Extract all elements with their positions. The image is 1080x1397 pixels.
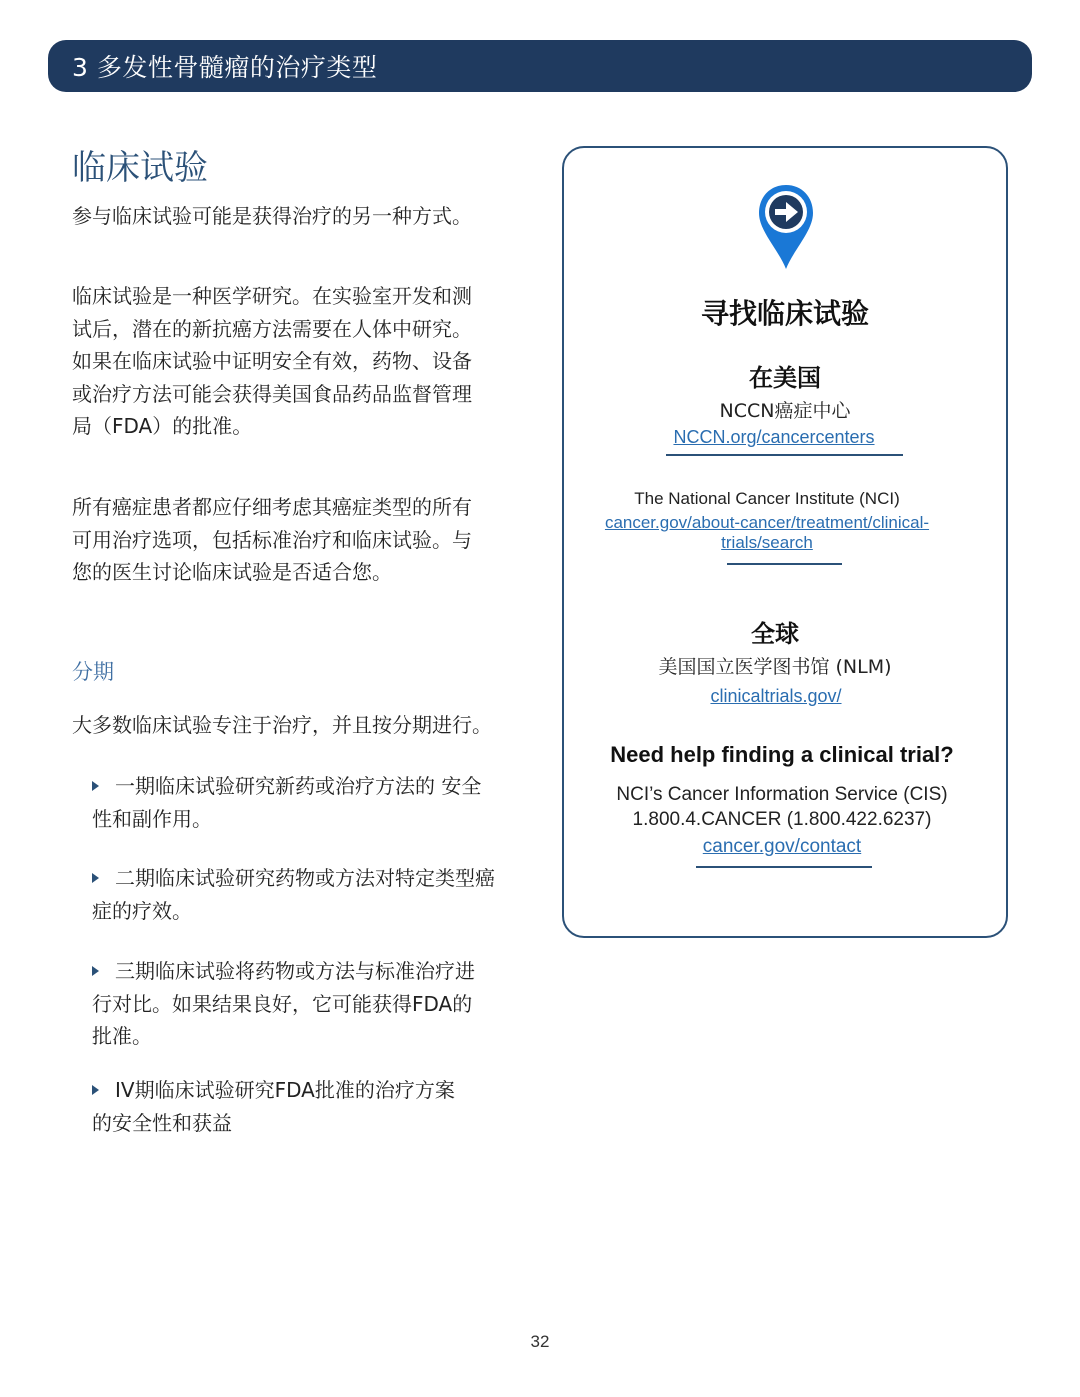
bullet-phase-2 <box>92 862 532 927</box>
bullet-phase-1 <box>92 770 532 835</box>
bullet-arrow-icon <box>92 781 99 791</box>
section-header-bar <box>48 40 1032 92</box>
text-line: 局（FDA）的批准。 <box>72 414 253 438</box>
bullet-arrow-icon <box>92 873 99 883</box>
divider <box>666 454 903 456</box>
bullet-text: 行对比。如果结果良好，它可能获得FDA的 <box>92 991 473 1016</box>
bullet-arrow-icon <box>92 966 99 976</box>
divider <box>696 866 872 868</box>
nci-link[interactable] <box>562 513 972 553</box>
bullet-text: 二期临床试验研究药物或方法对特定类型癌 <box>115 866 495 890</box>
text-line: 或治疗方法可能会获得美国食品药品监督管理 <box>72 381 472 406</box>
bullet-text: 性和副作用。 <box>92 806 212 831</box>
cis-label: NCI’s Cancer Information Service (CIS) <box>616 784 948 805</box>
global-heading: 全球 <box>751 620 799 648</box>
bullet-text: IV期临床试验研究FDA批准的治疗方案 <box>115 1078 455 1102</box>
help-heading: Need help finding a clinical trial? <box>610 742 954 767</box>
bullet-text: 症的疗效。 <box>92 898 192 923</box>
location-pin-arrow-icon <box>756 183 816 271</box>
text-line: 所有癌症患者都应仔细考虑其癌症类型的所有 <box>72 495 472 519</box>
page-title: 临床试验 <box>72 148 208 188</box>
divider <box>727 563 842 565</box>
bullet-arrow-icon <box>92 1085 99 1095</box>
text-line: 试后，潜在的新抗癌方法需要在人体中研究。 <box>72 316 472 341</box>
subheading-phases: 分期 <box>72 660 114 684</box>
text-line: 临床试验是一种医学研究。在实验室开发和测 <box>72 284 472 308</box>
text-line: 您的医生讨论临床试验是否适合您。 <box>72 560 392 584</box>
page-number: 32 <box>530 1332 550 1351</box>
link-line[interactable]: trials/search <box>721 533 813 552</box>
link-line[interactable]: cancer.gov/about-cancer/treatment/clinical- <box>604 513 930 532</box>
paragraph-options <box>72 491 532 589</box>
nci-label: The National Cancer Institute (NCI) <box>634 489 900 508</box>
text-line: 如果在临床试验中证明安全有效，药物、设备 <box>72 349 472 373</box>
nccn-link[interactable]: NCCN.org/cancercenters <box>673 427 875 447</box>
contact-link[interactable]: cancer.gov/contact <box>702 836 862 857</box>
paragraph-clinical-research <box>72 280 532 443</box>
nccn-label: NCCN癌症中心 <box>719 400 851 422</box>
phase-intro: 大多数临床试验专注于治疗，并且按分期进行。 <box>72 713 492 737</box>
nlm-link[interactable]: clinicaltrials.gov/ <box>710 686 842 706</box>
text-line: 可用治疗选项，包括标准治疗和临床试验。与 <box>72 527 472 552</box>
bullet-text: 三期临床试验将药物或方法与标准治疗进 <box>115 959 475 983</box>
cis-phone[interactable]: 1.800.4.CANCER (1.800.422.6237) <box>632 809 932 830</box>
intro-paragraph: 参与临床试验可能是获得治疗的另一种方式。 <box>72 204 472 228</box>
section-title: 3 多发性骨髓瘤的治疗类型 <box>72 53 378 82</box>
us-heading: 在美国 <box>749 364 821 392</box>
bullet-text: 的安全性和获益 <box>92 1110 232 1135</box>
bullet-text: 批准。 <box>92 1024 152 1048</box>
bullet-phase-3 <box>92 955 532 1053</box>
bullet-text: 一期临床试验研究新药或治疗方法的 安全 <box>115 774 482 798</box>
nlm-label: 美国国立医学图书馆 (NLM) <box>658 656 892 678</box>
card-title: 寻找临床试验 <box>700 297 869 330</box>
bullet-phase-4 <box>92 1074 532 1139</box>
